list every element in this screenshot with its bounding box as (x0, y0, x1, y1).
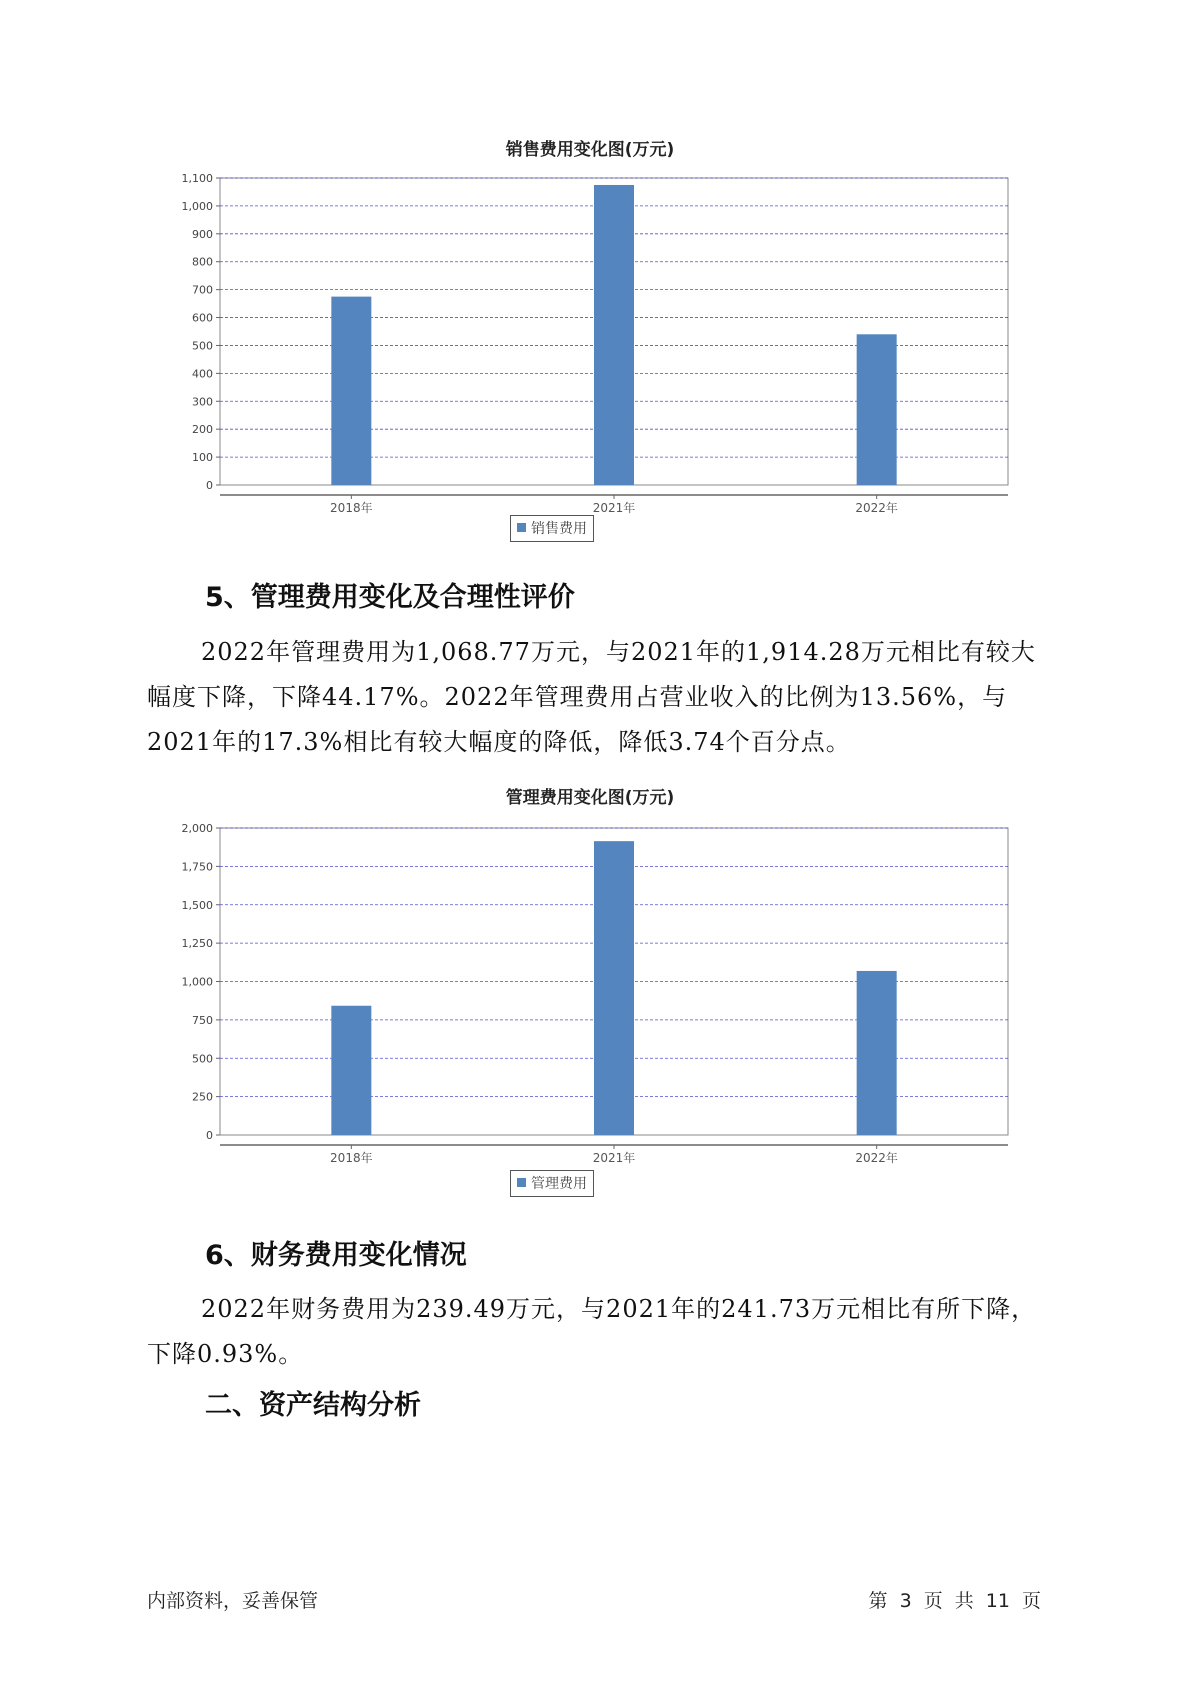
y-tick-label: 800 (192, 255, 213, 269)
y-tick-label: 0 (206, 1129, 213, 1142)
bar-2022年 (857, 971, 897, 1135)
legend-swatch (517, 1178, 526, 1187)
y-tick-label: 0 (206, 479, 213, 492)
y-tick-label: 100 (192, 451, 213, 465)
legend-swatch (517, 523, 526, 532)
x-tick-label: 2021年 (592, 1151, 636, 1165)
admin-chart-legend (510, 1170, 594, 1197)
y-tick-label: 1,000 (181, 199, 213, 213)
x-tick-label: 2022年 (855, 1151, 898, 1165)
footer-page-number: 第 3 页 共 11 页 (868, 1590, 1041, 1612)
y-tick-label: 600 (192, 311, 213, 325)
x-tick-label: 2022年 (855, 501, 898, 515)
footer-confidential-note: 内部资料，妥善保管 (147, 1590, 319, 1612)
sales-chart-svg (150, 170, 1030, 550)
x-tick-label: 2018年 (330, 501, 373, 515)
sales-chart-title: 销售费用变化图(万元) (505, 140, 675, 160)
bar-2021年 (594, 841, 634, 1135)
y-tick-label: 400 (192, 367, 213, 381)
y-tick-label: 500 (192, 1052, 213, 1066)
y-tick-label: 1,500 (181, 898, 213, 912)
y-tick-label: 2,000 (181, 822, 213, 835)
y-tick-label: 1,000 (181, 975, 213, 989)
bar-2022年 (857, 334, 897, 485)
y-tick-label: 500 (192, 339, 213, 353)
bar-2018年 (331, 297, 371, 485)
y-tick-label: 300 (192, 395, 213, 409)
y-tick-label: 1,750 (181, 860, 213, 874)
section-5-paragraph: 2022年管理费用为1,068.77万元，与2021年的1,914.28万元相比有较大幅度下降，下降44.17%。2022年管理费用占营业收入的比例为13.56%，与2021年的17.3%相比有较大幅度的降低，降低3.74个百分点。 (147, 638, 1036, 756)
y-tick-label: 900 (192, 227, 213, 241)
x-tick-label: 2018年 (330, 1151, 373, 1165)
y-tick-label: 250 (192, 1090, 213, 1104)
y-tick-label: 750 (192, 1013, 213, 1027)
admin-chart-svg (150, 820, 1030, 1200)
section-5-heading: 5、管理费用变化及合理性评价 (205, 582, 575, 613)
section-6-heading: 6、财务费用变化情况 (205, 1240, 467, 1271)
sales-expense-chart (150, 130, 1030, 550)
bar-2018年 (331, 1006, 371, 1135)
legend-label: 销售费用 (531, 521, 587, 537)
admin-chart-title: 管理费用变化图(万元) (505, 788, 675, 808)
sales-chart-legend (510, 515, 594, 542)
x-tick-label: 2021年 (592, 501, 636, 515)
section-2-heading: 二、资产结构分析 (205, 1390, 421, 1421)
section-6-paragraph: 2022年财务费用为239.49万元，与2021年的241.73万元相比有所下降，下降0.93%。 (147, 1295, 1037, 1368)
y-tick-label: 200 (192, 423, 213, 437)
admin-expense-chart (150, 780, 1030, 1205)
bar-2021年 (594, 185, 634, 485)
y-tick-label: 700 (192, 283, 213, 297)
y-tick-label: 1,100 (181, 172, 213, 185)
y-tick-label: 1,250 (181, 937, 213, 951)
legend-label: 管理费用 (531, 1176, 587, 1192)
